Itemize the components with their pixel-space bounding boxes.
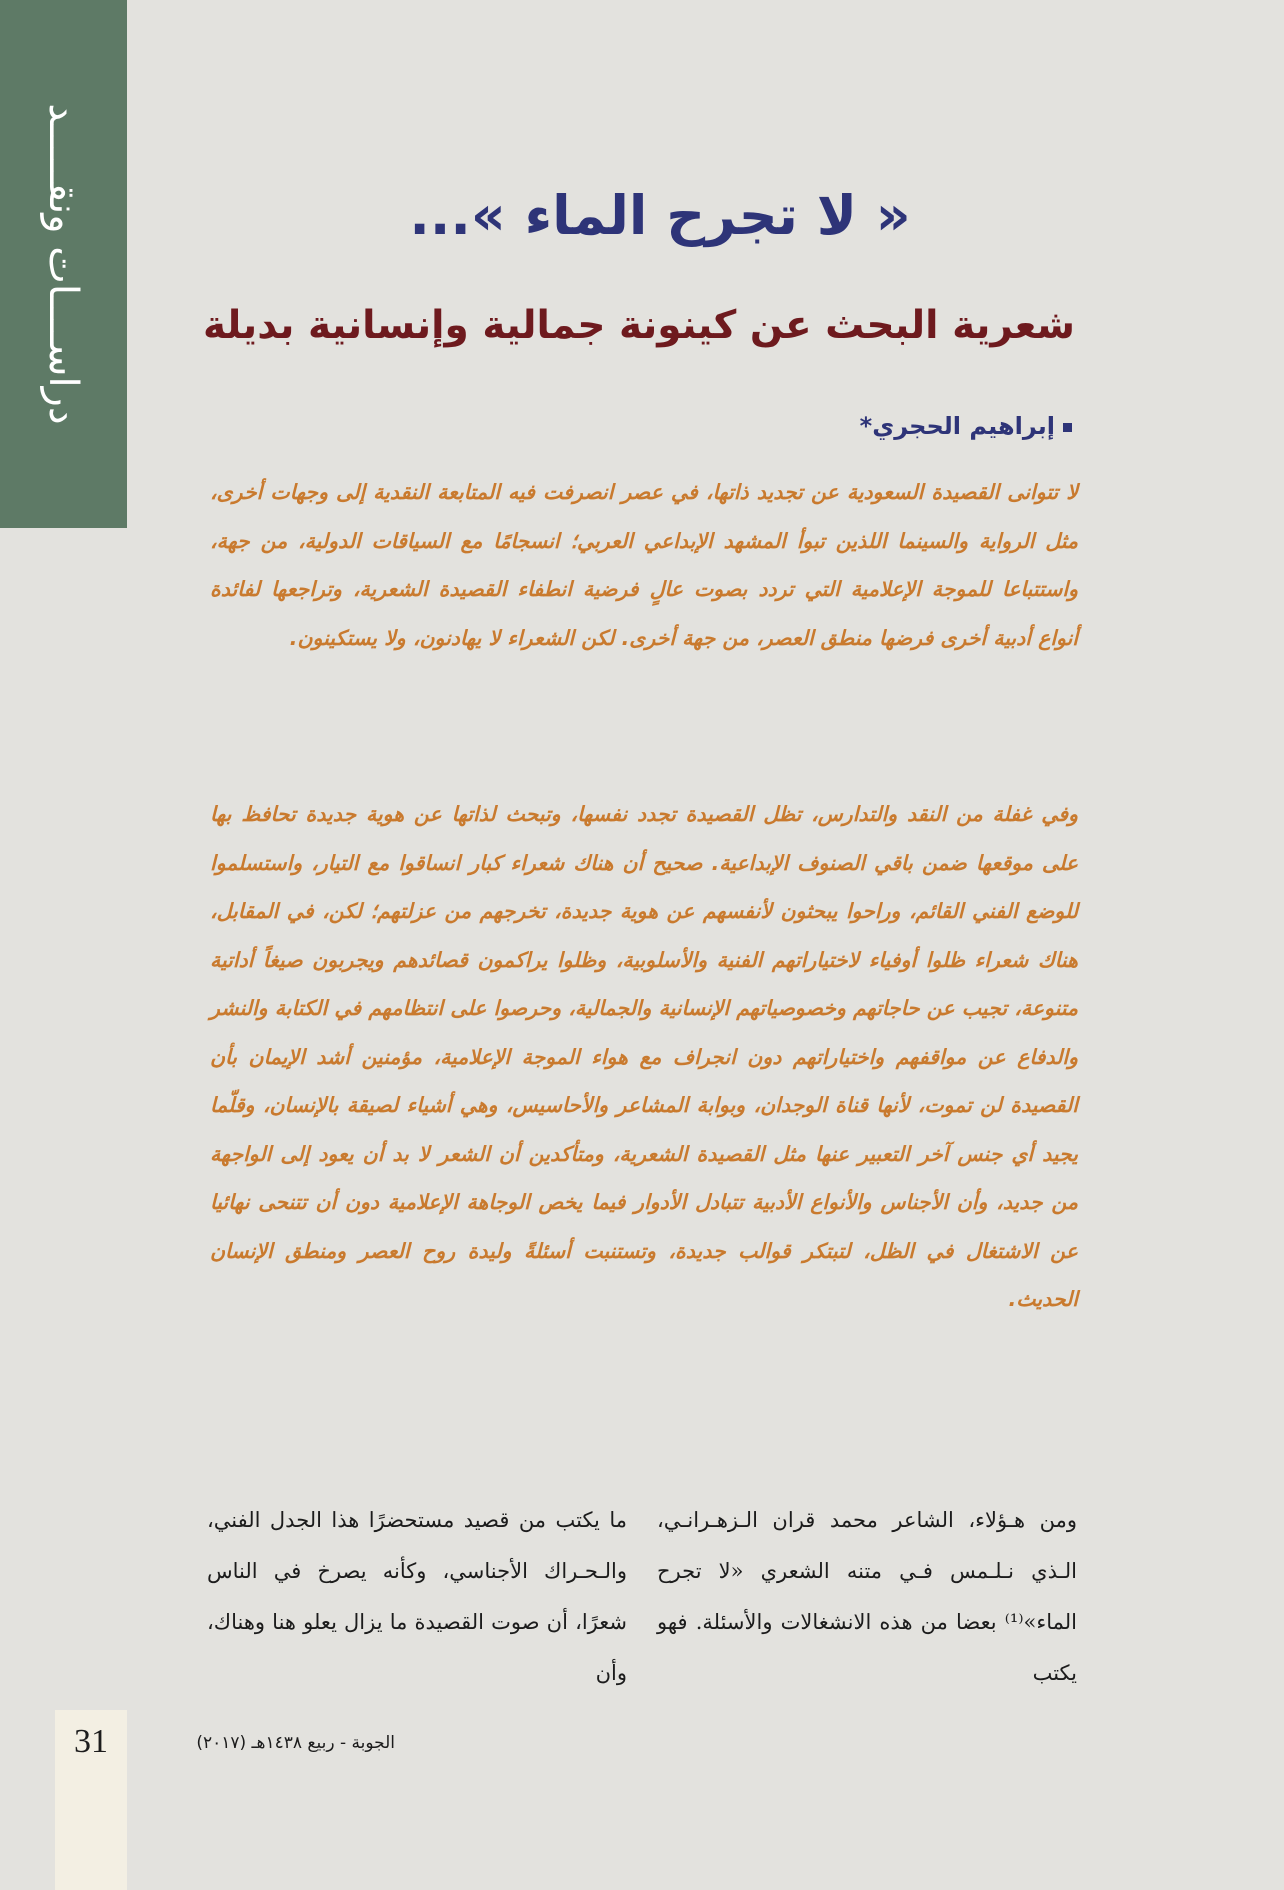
body-column-right: ومن هـؤلاء، الشاعر محمد قران الـزهـرانـي، الـذي نـلـمس فـي متنه الشعري «لا تجرح الماء»⁽¹⁾ بعضا من هذه الانشغالات والأسئلة. فهو يكتب: [657, 1508, 1077, 1685]
intro-paragraph: وفي غفلة من النقد والتدارس، تظل القصيدة تجدد نفسها، وتبحث لذاتها عن هوية جديدة تحافظ بها على موقعها ضمن باقي الصنوف الإبداعية. صحيح أن هناك شعراء كبار انساقوا مع التيار، واستسلموا للوضع الفني القائم، وراحوا يبحثون لأنفسهم عن هوية جديدة، تخرجهم من عزلتهم؛ لكن، في المقابل، هناك شعراء ظلوا أوفياء لاختياراتهم الفنية والأسلوبية، وظلوا يراكمون قصائدهم ويجربون صيغاً أداتية متنوعة، تجيب عن حاجاتهم وخصوصياتهم الإنسانية والجمالية، وحرصوا على انتظامهم في الكتابة والنشر والدفاع عن مواقفهم واختياراتهم دون انجراف مع هواء الموجة الإعلامية، مؤمنين أشد الإيمان بأن القصيدة لن تموت، لأنها قناة الوجدان، وبوابة المشاعر والأحاسيس، وهي أشياء لصيقة بالإنسان، وقلّما يجيد أي جنس آخر التعبير عنها مثل القصيدة الشعرية، ومتأكدين أن الشعر لا بد أن يعود إلى الواجهة من جديد، وأن الأجناس والأنواع الأدبية تتبادل الأدوار فيما يخص الوجاهة الإعلامية دون أن تتنحى نهائيا عن الاشتغال في الظل، لتبتكر قوالب جديدة، وتستنبت أسئلةً وليدة روح العصر ومنطق الإنسان الحديث.: [210, 802, 1078, 1311]
square-bullet-icon: [1063, 423, 1072, 432]
author-byline: [700, 404, 1072, 448]
page-number: 31: [74, 1723, 108, 1760]
article-title: « لا تجرح الماء »...: [409, 184, 911, 247]
author-name: إبراهيم الحجري*: [859, 412, 1055, 440]
body-column-left: ما يكتب من قصيد مستحضرًا هذا الجدل الفني، والـحـراك الأجناسي، وكأنه يصرخ في الناس شعرًا، أن صوت القصيدة ما يزال يعلو هنا وهناك، وأن: [207, 1508, 627, 1685]
intro-paragraph: لا تتوانى القصيدة السعودية عن تجديد ذاتها، في عصر انصرفت فيه المتابعة النقدية إلى وجهات أخرى، مثل الرواية والسينما اللذين تبوأ المشهد الإبداعي العربي؛ انسجامًا مع السياقات الدولية، من جهة، واستتباعا للموجة الإعلامية التي تردد بصوت عالٍ فرضية انطفاء القصيدة الشعرية، وتراجعها لفائدة أنواع أدبية أخرى فرضها منطق العصر، من جهة أخرى. لكن الشعراء لا يهادنون، ولا يستكينون.: [210, 480, 1078, 650]
section-side-band: [0, 0, 127, 528]
section-label: دراســــات ونقـــــد: [40, 103, 86, 425]
issue-info: الجوبة - ربيع ١٤٣٨هـ (٢٠١٧): [196, 1733, 395, 1753]
article-subtitle: شعرية البحث عن كينونة جمالية وإنسانية بديلة: [202, 303, 1075, 348]
